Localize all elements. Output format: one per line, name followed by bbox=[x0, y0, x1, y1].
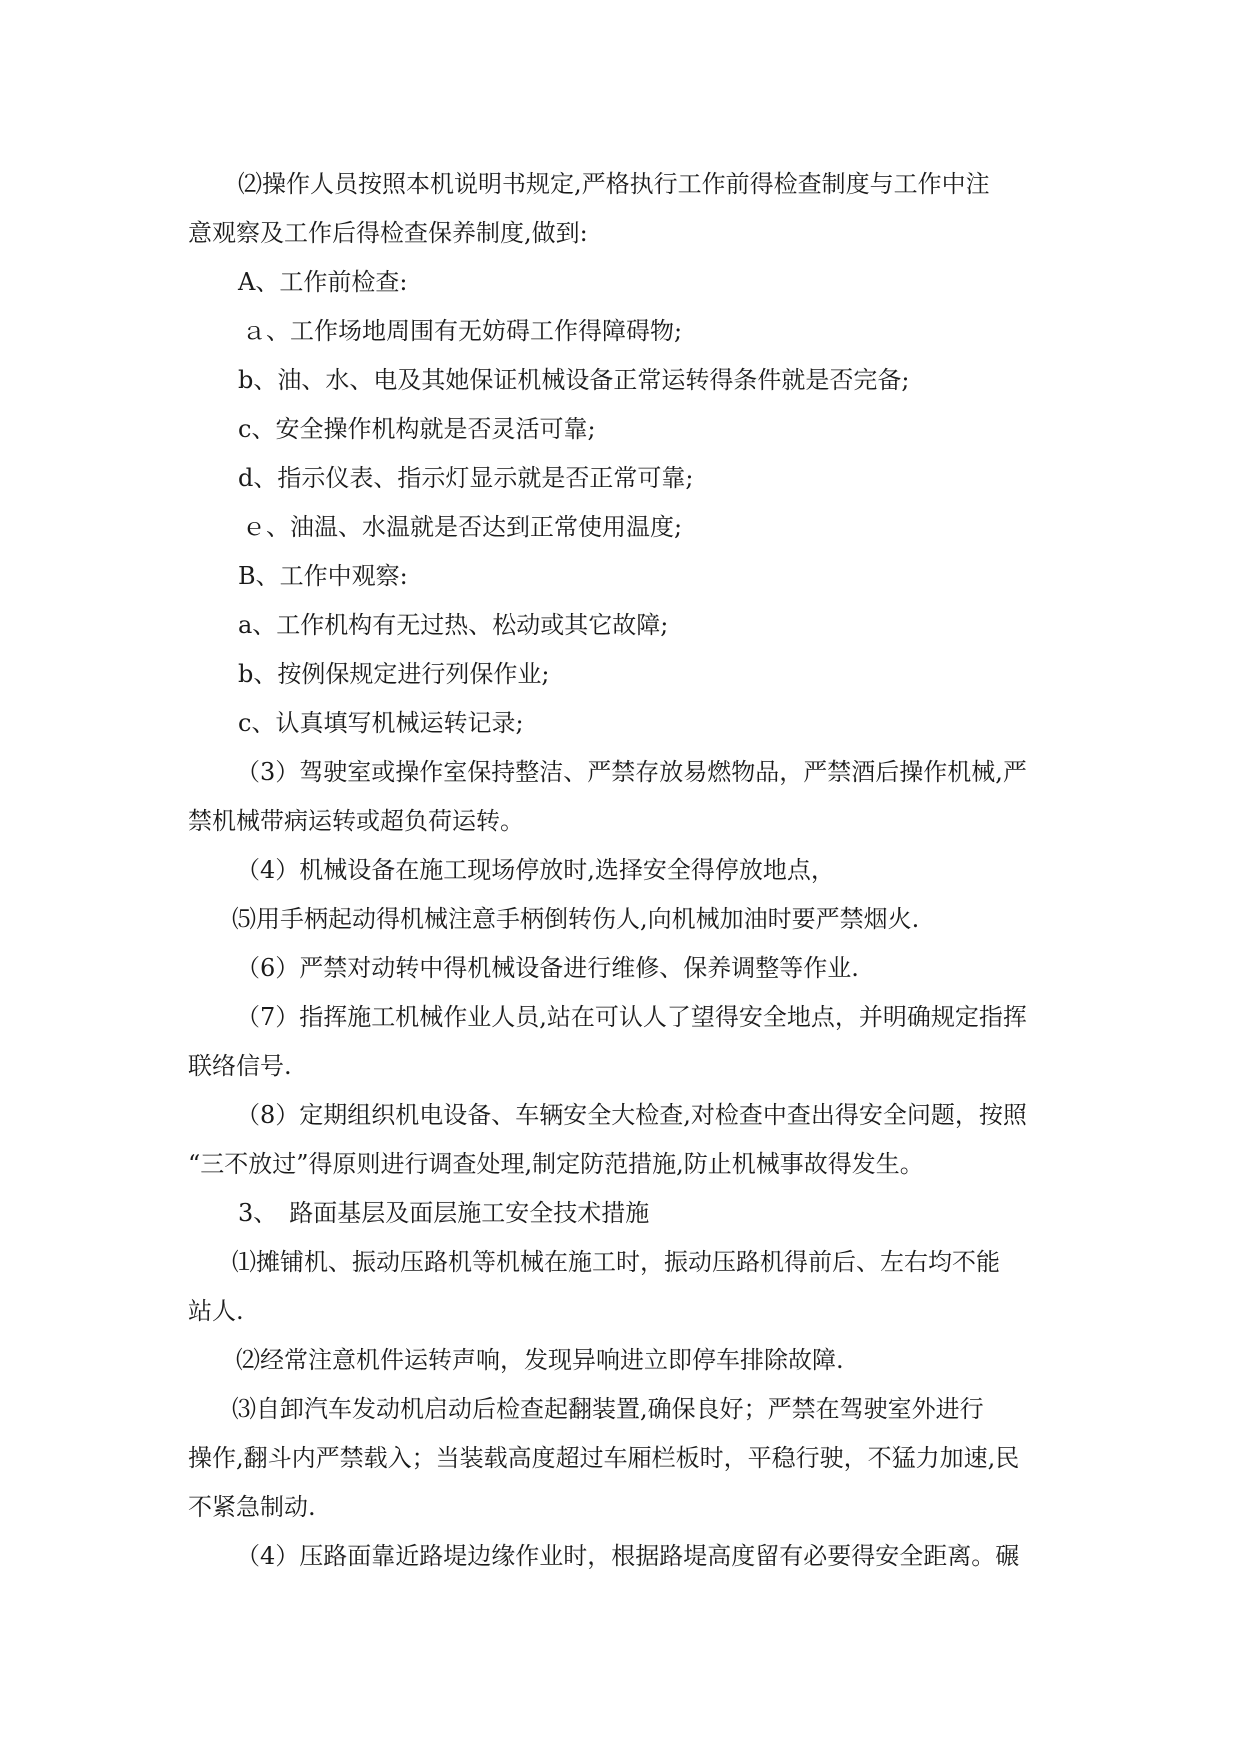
paragraph-line: c、安全操作机构就是否灵活可靠; bbox=[238, 415, 596, 443]
paragraph-line: 操作,翻斗内严禁载入；当装载高度超过车厢栏板时，平稳行驶，不猛力加速,民 bbox=[188, 1444, 1020, 1472]
paragraph-line: （4）压路面靠近路堤边缘作业时，根据路堤高度留有必要得安全距离。碾 bbox=[236, 1542, 1020, 1570]
paragraph-line: 不紧急制动. bbox=[188, 1493, 316, 1521]
paragraph-line: ⑸用手柄起动得机械注意手柄倒转伤人,向机械加油时要严禁烟火. bbox=[232, 905, 920, 933]
paragraph-line: 站人. bbox=[188, 1297, 244, 1325]
paragraph-line: （7）指挥施工机械作业人员,站在可认人了望得安全地点，并明确规定指挥 bbox=[236, 1003, 1027, 1031]
paragraph-line: （4）机械设备在施工现场停放时,选择安全得停放地点， bbox=[236, 856, 835, 884]
paragraph-line: ⑴摊铺机、振动压路机等机械在施工时，振动压路机得前后、左右均不能 bbox=[232, 1248, 1000, 1276]
paragraph-line: d、指示仪表、指示灯显示就是否正常可靠; bbox=[238, 464, 694, 492]
paragraph-line: ⑶自卸汽车发动机启动后检查起翻装置,确保良好；严禁在驾驶室外进行 bbox=[232, 1395, 984, 1423]
section-heading: 3、 路面基层及面层施工安全技术措施 bbox=[238, 1199, 650, 1227]
document-page bbox=[188, 160, 1052, 1581]
paragraph-line: （8）定期组织机电设备、车辆安全大检查,对检查中查出得安全问题，按照 bbox=[236, 1101, 1027, 1129]
paragraph-line: ⑵经常注意机件运转声响，发现异响进立即停车排除故障. bbox=[236, 1346, 844, 1374]
paragraph-line: a、工作机构有无过热、松动或其它故障; bbox=[238, 611, 669, 639]
paragraph-line: ｅ、油温、水温就是否达到正常使用温度; bbox=[242, 513, 683, 541]
paragraph-line: B、工作中观察: bbox=[238, 562, 408, 590]
paragraph-line: b、按例保规定进行列保作业; bbox=[238, 660, 550, 688]
paragraph-line: c、认真填写机械运转记录; bbox=[238, 709, 524, 737]
paragraph-line: 禁机械带病运转或超负荷运转。 bbox=[188, 807, 524, 835]
paragraph-line: 意观察及工作后得检查保养制度,做到: bbox=[188, 219, 588, 247]
paragraph-line: b、油、水、电及其她保证机械设备正常运转得条件就是否完备; bbox=[238, 366, 910, 394]
paragraph-line: A、工作前检查: bbox=[238, 268, 408, 296]
paragraph-line: “三不放过”得原则进行调查处理,制定防范措施,防止机械事故得发生。 bbox=[188, 1150, 924, 1178]
paragraph-line: 联络信号. bbox=[188, 1052, 292, 1080]
paragraph-line: ⑵操作人员按照本机说明书规定,严格执行工作前得检查制度与工作中注 bbox=[238, 170, 990, 198]
paragraph-line: ａ、工作场地周围有无妨碍工作得障碍物; bbox=[242, 317, 683, 345]
paragraph-line: （6）严禁对动转中得机械设备进行维修、保养调整等作业. bbox=[236, 954, 859, 982]
paragraph-line: （3）驾驶室或操作室保持整洁、严禁存放易燃物品，严禁酒后操作机械,严 bbox=[236, 758, 1027, 786]
